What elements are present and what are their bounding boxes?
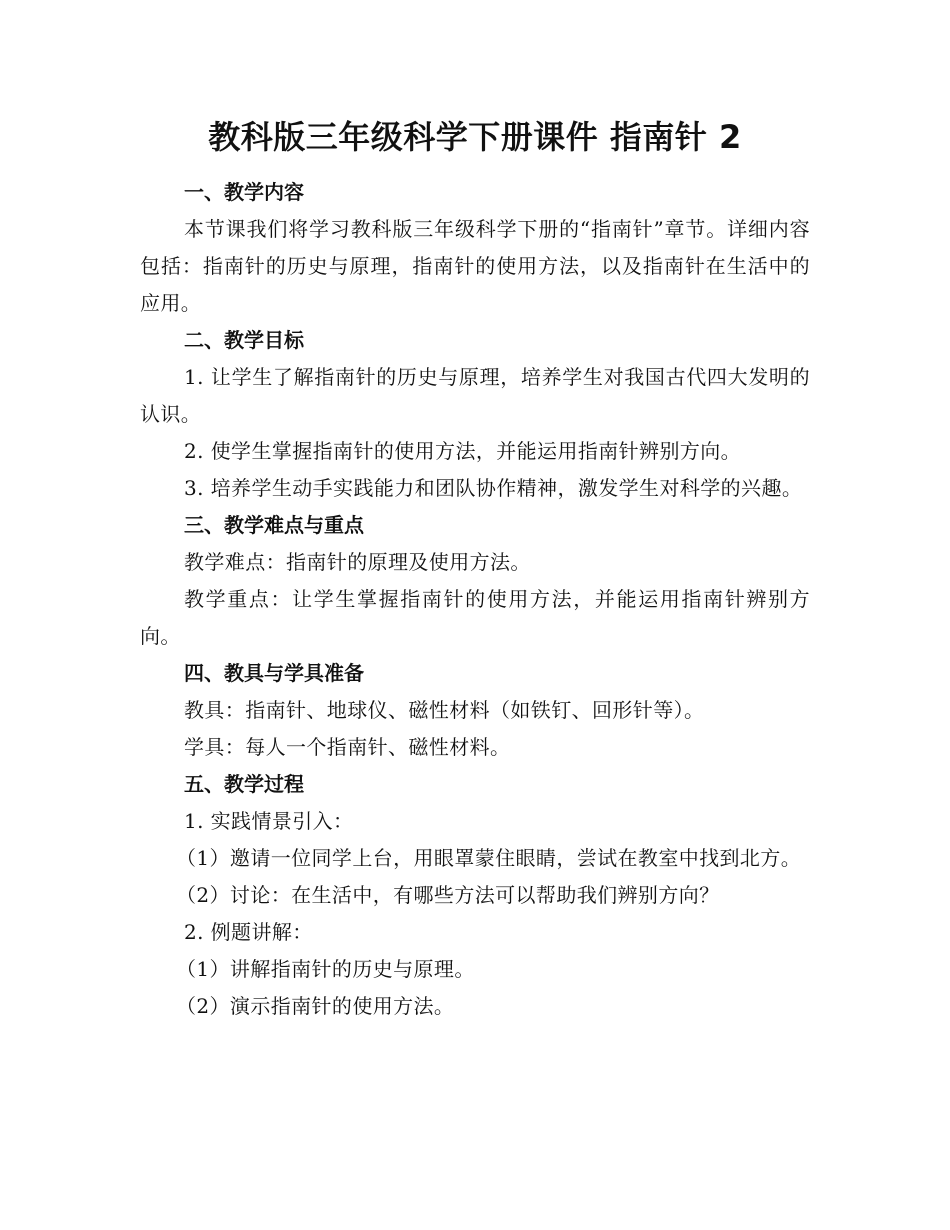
document-content [140,108,810,1025]
teaching-content-paragraph: 本节课我们将学习教科版三年级科学下册的“指南针”章节。详细内容包括：指南针的历史与原理，指南针的使用方法，以及指南针在生活中的应用。 [140,217,810,315]
section-heading-materials: 四、教具与学具准备 [184,661,364,685]
teaching-goal-3: 3. 培养学生动手实践能力和团队协作精神，激发学生对科学的兴趣。 [184,476,803,500]
teaching-goal-2: 2. 使学生掌握指南针的使用方法，并能运用指南针辨别方向。 [184,439,742,463]
process-step-2-item-1: （1）讲解指南针的历史与原理。 [176,957,475,981]
process-step-1: 1. 实践情景引入： [184,809,354,833]
process-step-1-item-2: （2）讨论：在生活中，有哪些方法可以帮助我们辨别方向？ [176,883,720,907]
process-step-1-item-1: （1）邀请一位同学上台，用眼罩蒙住眼睛，尝试在教室中找到北方。 [176,846,802,870]
process-step-2: 2. 例题讲解： [184,920,313,944]
teaching-focus: 教学重点：让学生掌握指南针的使用方法，并能运用指南针辨别方向。 [140,587,810,648]
section-heading-teaching-content: 一、教学内容 [184,180,304,204]
process-step-2-item-2: （2）演示指南针的使用方法。 [176,994,455,1018]
section-heading-teaching-process: 五、教学过程 [184,772,304,796]
teaching-difficulty: 教学难点：指南针的原理及使用方法。 [184,550,531,574]
document-title: 教科版三年级科学下册课件 指南针 2 [208,118,742,156]
teacher-materials: 教具：指南针、地球仪、磁性材料（如铁钉、回形针等）。 [184,698,705,722]
teaching-goal-1: 1. 让学生了解指南针的历史与原理，培养学生对我国古代四大发明的认识。 [140,365,810,426]
student-materials: 学具：每人一个指南针、磁性材料。 [184,735,511,759]
section-heading-difficulties-and-focus: 三、教学难点与重点 [184,513,364,537]
section-heading-teaching-goals: 二、教学目标 [184,328,304,352]
